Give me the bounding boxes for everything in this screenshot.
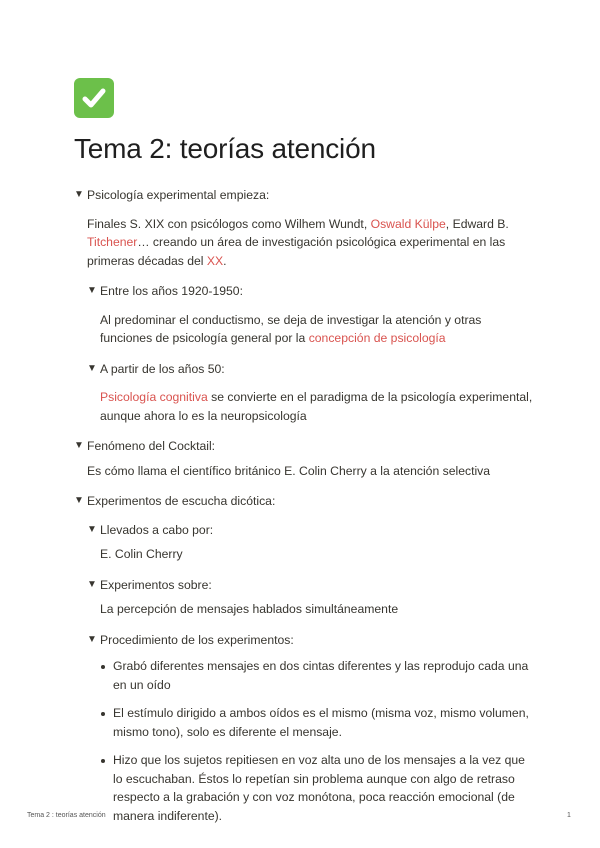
paragraph <box>87 215 534 271</box>
link-titchener[interactable]: Titchener <box>87 235 138 249</box>
footer-title: Tema 2 : teorías atención <box>27 812 106 819</box>
paragraph: La percepción de mensajes hablados simultáneamente <box>100 602 399 616</box>
toggle-label: Entre los años 1920-1950: <box>100 284 243 298</box>
toggle-triangle-icon[interactable]: ▼ <box>74 495 84 506</box>
toggle-label: Experimentos sobre: <box>100 577 212 592</box>
toggle-1920-1950 <box>87 282 534 348</box>
toggle-body <box>91 657 534 825</box>
toggle-fenomeno-cocktail <box>74 437 534 480</box>
toggle-body <box>100 388 534 425</box>
toggle-body <box>100 311 534 348</box>
toggle-triangle-icon[interactable]: ▼ <box>87 523 97 535</box>
toggle-triangle-icon[interactable]: ▼ <box>74 440 84 451</box>
bullet-icon <box>91 704 113 741</box>
toggle-label: Fenómeno del Cocktail: <box>87 439 216 453</box>
text: Al predominar el conductismo, se deja de investigar la atención y otras funciones de psicología general por la <box>100 312 482 345</box>
toggle-header[interactable] <box>74 186 534 205</box>
toggle-psicologia-experimental <box>74 186 534 425</box>
toggle-body <box>87 215 534 426</box>
toggle-header[interactable] <box>87 521 534 540</box>
text: , Edward B. <box>445 216 509 231</box>
text: . <box>223 253 227 268</box>
page-number: 1 <box>567 812 571 819</box>
check-mark-button-icon <box>74 78 114 118</box>
toggle-body <box>87 521 534 826</box>
toggle-experimentos-sobre <box>87 576 534 619</box>
document-content <box>74 186 534 825</box>
toggle-body <box>87 462 534 481</box>
toggle-triangle-icon[interactable]: ▼ <box>74 189 84 200</box>
text: … creando un área de investigación psicológica experimental en las primeras décadas del <box>87 235 506 268</box>
toggle-anos-50 <box>87 360 534 426</box>
toggle-body <box>100 545 534 564</box>
toggle-procedimiento <box>87 631 534 826</box>
list-item <box>91 704 534 741</box>
toggle-header[interactable] <box>87 631 534 650</box>
link-psicologia-cognitiva[interactable]: Psicología cognitiva <box>100 390 208 404</box>
page-title: Tema 2: teorías atención <box>74 133 376 164</box>
list-item-text: El estímulo dirigido a ambos oídos es el mismo (misma voz, mismo volumen, mismo tono), solo es diferente el mensaje. <box>113 706 529 739</box>
toggle-label: Psicología experimental empieza: <box>87 188 270 202</box>
toggle-body <box>100 600 534 619</box>
text: Finales S. XIX con psicólogos como Wilhem Wundt, <box>87 216 371 231</box>
text: se convierte en el paradigma de la psicología experimental, aunque ahora lo es la neuropsicología <box>100 390 533 423</box>
toggle-triangle-icon[interactable]: ▼ <box>87 285 97 296</box>
paragraph <box>100 388 534 425</box>
paragraph: Es cómo llama el científico británico E. Colin Cherry a la atención selectiva <box>87 463 491 478</box>
paragraph: E. Colin Cherry <box>100 547 183 561</box>
paragraph <box>100 311 534 348</box>
toggle-label: Experimentos de escucha dicótica: <box>87 494 276 508</box>
toggle-label: Llevados a cabo por: <box>100 522 214 537</box>
link-oswald-kulpe[interactable]: Oswald Külpe <box>370 216 446 231</box>
list-item-text: Hizo que los sujetos repitiesen en voz alta uno de los mensajes a la vez que lo escuchaban. Éstos lo repetían sin problema aunque con algo de retraso respecto a la grabación y con voz monótona, poca reacción emocional (de manera indiferente). <box>113 753 525 823</box>
toggle-escucha-dicotica <box>74 492 534 825</box>
toggle-header[interactable] <box>74 492 534 511</box>
bullet-list <box>91 657 534 825</box>
toggle-triangle-icon[interactable]: ▼ <box>87 578 97 590</box>
toggle-header[interactable] <box>87 576 534 595</box>
check-mark-glyph <box>79 83 109 113</box>
bullet-icon <box>91 657 113 694</box>
document-page <box>74 78 534 837</box>
link-xx[interactable]: XX <box>206 253 224 268</box>
toggle-triangle-icon[interactable]: ▼ <box>87 633 97 645</box>
list-item <box>91 657 534 694</box>
toggle-triangle-icon[interactable]: ▼ <box>87 362 97 374</box>
toggle-header[interactable] <box>87 282 534 301</box>
list-item <box>91 751 534 825</box>
toggle-label: A partir de los años 50: <box>100 361 225 376</box>
toggle-label: Procedimiento de los experimentos: <box>100 632 294 647</box>
toggle-header[interactable] <box>74 437 534 456</box>
list-item-text: Grabó diferentes mensajes en dos cintas diferentes y las reprodujo cada una en un oído <box>113 659 529 692</box>
toggle-header[interactable] <box>87 360 534 379</box>
toggle-llevados-a-cabo <box>87 521 534 564</box>
link-concepcion-psicologia[interactable]: concepción de psicología <box>308 331 446 345</box>
